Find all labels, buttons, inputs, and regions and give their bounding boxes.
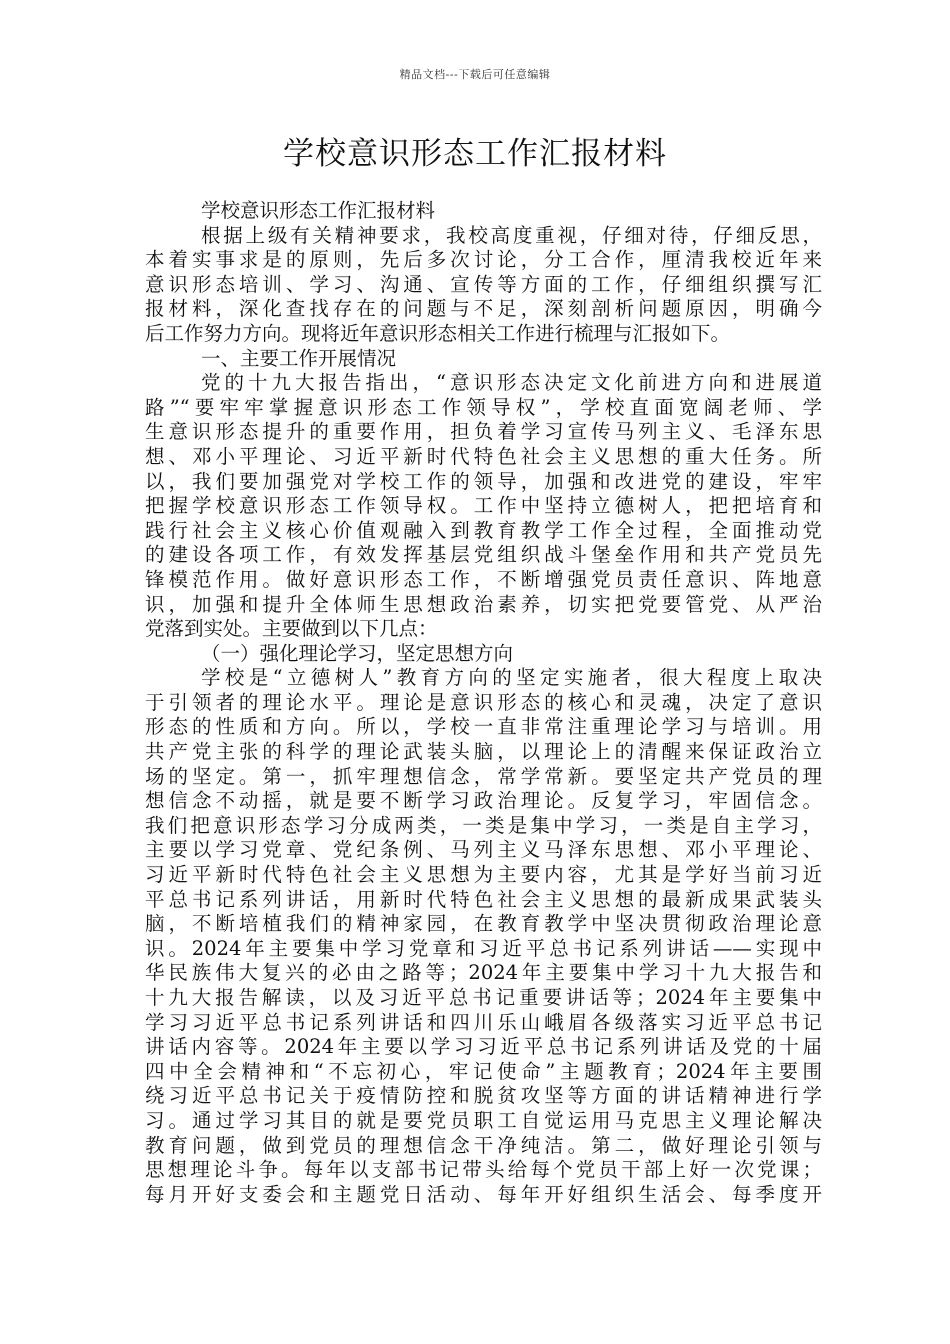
body-line: 学校意识形态工作汇报材料 [201,199,436,222]
body-line: 想信念不动摇，就是要不断学习政治理论。反复学习，牢固信念。 [145,789,822,813]
body-line: 践行社会主义核心价值观融入到教育教学工作全过程，全面推动党 [145,518,822,542]
body-line: 后工作努力方向。现将近年意识形态相关工作进行梳理与汇报如下。 [145,321,731,345]
body-line: 意识形态培训、学习、沟通、宣传等方面的工作，仔细组织撰写汇 [145,272,822,296]
body-line: 生意识形态提升的重要作用，担负着学习宣传马列主义、毛泽东思 [145,420,822,444]
body-line: 习近平新时代特色社会主义思想为主要内容，尤其是学好当前习近 [145,863,822,887]
body-line: 思想理论斗争。每年以支部书记带头给每个党员干部上好一次党课； [145,1158,822,1182]
body-line: 共产党主张的科学的理论武装头脑，以理论上的清醒来保证政治立 [145,740,822,764]
body-line: 把握学校意识形态工作领导权。工作中坚持立德树人，把把培育和 [145,494,822,518]
body-line: 学校是“立德树人”教育方向的坚定实施者，很大程度上取决 [201,666,822,690]
body-line: 路”“要牢牢掌握意识形态工作领导权”，学校直面宽阔老师、学 [145,395,822,419]
body-line: 一、主要工作开展情况 [201,346,397,370]
body-line: 场的坚定。第一，抓牢理想信念，常学常新。要坚定共产党员的理 [145,764,822,788]
body-line: 讲话内容等。2024年主要以学习习近平总书记系列讲话及党的十届 [145,1035,822,1059]
body-line: 根据上级有关精神要求，我校高度重视，仔细对待，仔细反思， [201,223,822,247]
body-line: 锋模范作用。做好意识形态工作，不断增强党员责任意识、阵地意 [145,567,822,591]
body-line: 华民族伟大复兴的必由之路等；2024年主要集中学习十九大报告和 [145,961,822,985]
body-line: 党落到实处。主要做到以下几点： [145,617,438,641]
body-line: 于引领者的理论水平。理论是意识形态的核心和灵魂，决定了意识 [145,690,822,714]
body-line: 绕习近平总书记关于疫情防控和脱贫攻坚等方面的讲话精神进行学 [145,1084,822,1108]
body-line: 我们把意识形态学习分成两类，一类是集中学习，一类是自主学习， [145,813,822,837]
body-line: 党的十九大报告指出，“意识形态决定文化前进方向和进展道 [201,371,822,395]
body-line: 每月开好支委会和主题党日活动、每年开好组织生活会、每季度开 [145,1182,822,1206]
body-line: 的建设各项工作，有效发挥基层党组织战斗堡垒作用和共产党员先 [145,543,822,567]
document-body [145,199,822,1207]
body-line: 四中全会精神和“不忘初心，牢记使命”主题教育；2024年主要围 [145,1059,822,1083]
body-line: 本着实事求是的原则，先后多次讨论，分工合作，厘清我校近年来 [145,248,822,272]
body-line: 识。2024年主要集中学习党章和习近平总书记系列讲话——实现中 [145,936,822,960]
body-line: 主要以学习党章、党纪条例、马列主义马泽东思想、邓小平理论、 [145,838,822,862]
page-header: 精品文档---下载后可任意编辑 [399,68,551,81]
body-line: 习。通过学习其目的就是要党员职工自觉运用马克思主义理论解决 [145,1108,822,1132]
document-title: 学校意识形态工作汇报材料 [283,136,667,172]
body-line: 形态的性质和方向。所以，学校一直非常注重理论学习与培训。用 [145,715,822,739]
body-line: （一）强化理论学习，坚定思想方向 [201,641,514,665]
body-line: 想、邓小平理论、习近平新时代特色社会主义思想的重大任务。所 [145,444,822,468]
body-line: 脑，不断培植我们的精神家园，在教育教学中坚决贯彻政治理论意 [145,912,822,936]
body-line: 平总书记系列讲话，用新时代特色社会主义思想的最新成果武装头 [145,887,822,911]
body-line: 报材料，深化查找存在的问题与不足，深刻剖析问题原因，明确今 [145,297,822,321]
body-line: 教育问题，做到党员的理想信念干净纯洁。第二，做好理论引领与 [145,1133,822,1157]
body-line: 十九大报告解读，以及习近平总书记重要讲话等；2024年主要集中 [145,986,822,1009]
body-line: 识，加强和提升全体师生思想政治素养，切实把党要管党、从严治 [145,592,822,616]
body-line: 学习习近平总书记系列讲话和四川乐山峨眉各级落实习近平总书记 [145,1010,822,1034]
body-line: 以，我们要加强党对学校工作的领导，加强和改进党的建设，牢牢 [145,469,822,493]
